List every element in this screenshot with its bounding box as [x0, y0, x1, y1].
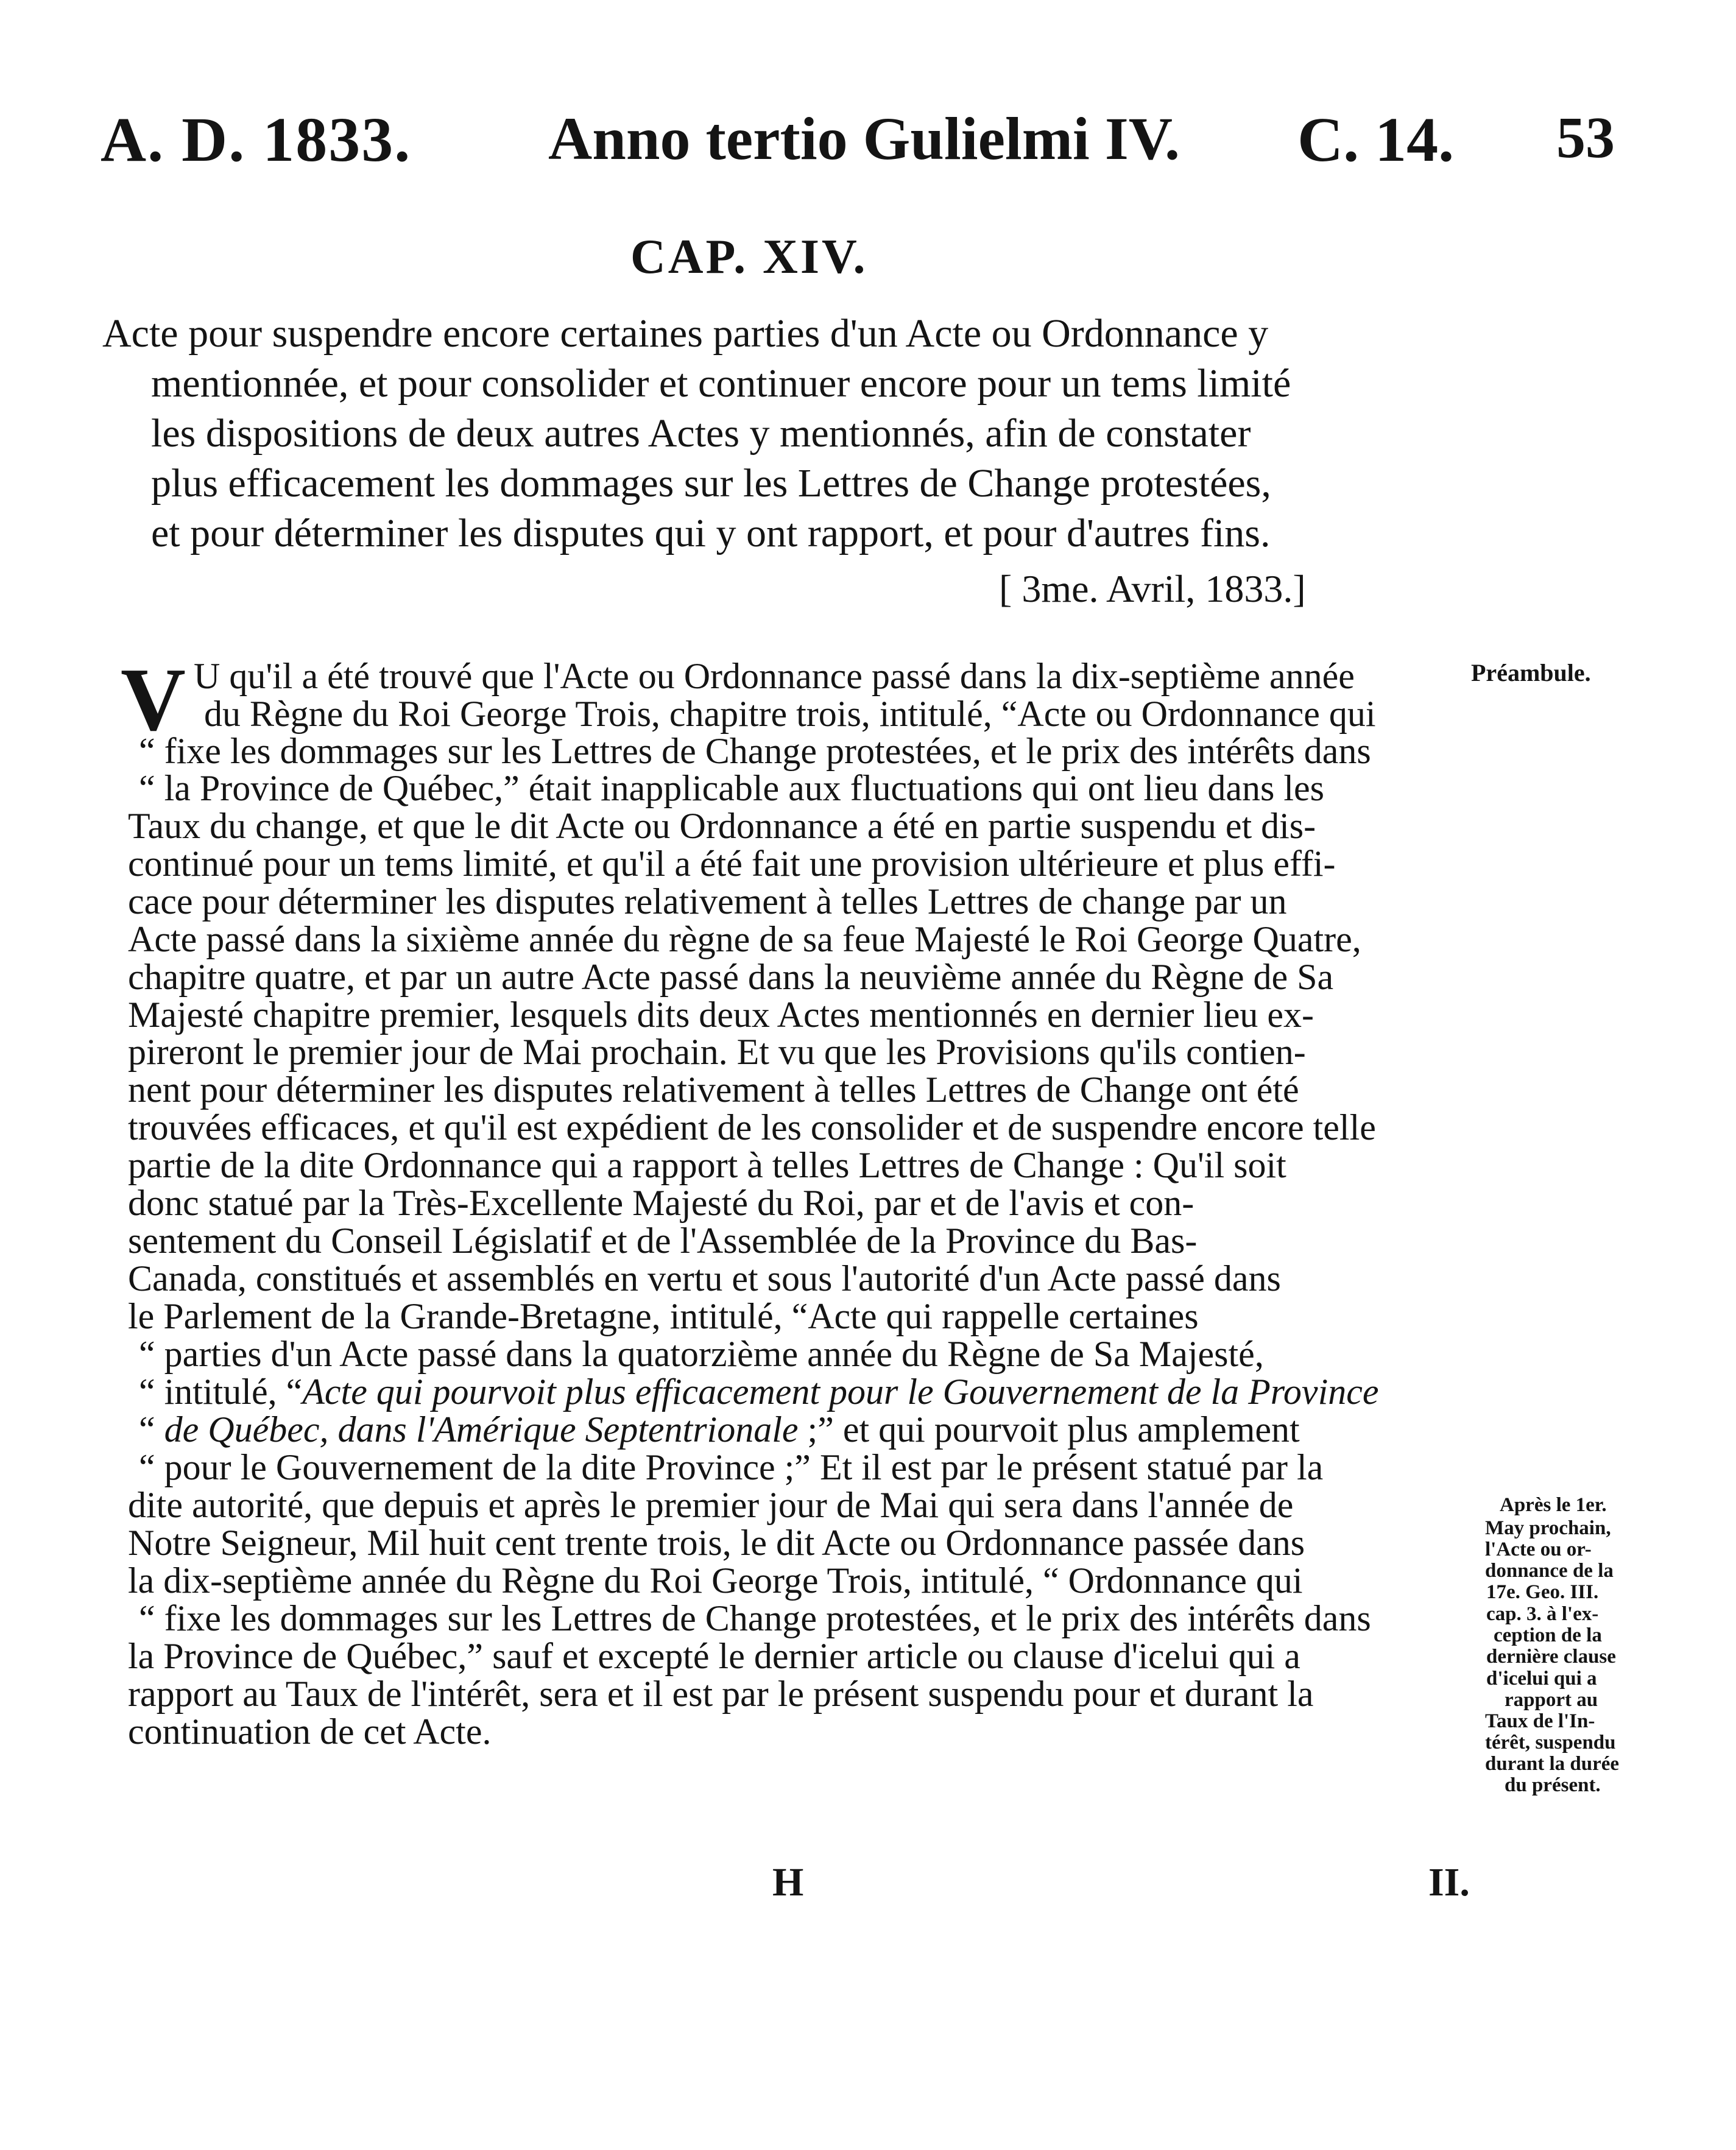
body-line-prefix: “ intitulé, “: [139, 1372, 303, 1412]
body-line: cace pour déterminer les disputes relativement à telles Lettres de change par un: [128, 881, 1287, 922]
body-line-italic: [139, 1373, 1379, 1410]
body-line-suffix: ;” et qui pourvoit plus amplement: [798, 1409, 1300, 1450]
body-line: pireront le premier jour de Mai prochain. Et vu que les Provisions qu'ils contien-: [128, 1032, 1306, 1072]
body-line: rapport au Taux de l'intérêt, sera et il est par le présent suspendu pour et durant la: [128, 1674, 1314, 1714]
body-line: donc statué par la Très-Excellente Majesté du Roi, par et de l'avis et con-: [128, 1183, 1194, 1223]
drop-cap: V: [121, 650, 186, 750]
body-line: la Province de Québec,” sauf et excepté le dernier article ou clause d'icelui qui a: [128, 1636, 1300, 1676]
side-note-line: cap. 3. à l'ex-: [1486, 1603, 1599, 1625]
body-line-italic: [139, 1411, 1300, 1448]
body-line: la dix-septième année du Règne du Roi George Trois, intitulé, “ Ordonnance qui: [128, 1560, 1303, 1601]
italic-act-title: de Québec, dans l'Amérique Septentrionale: [164, 1409, 799, 1450]
side-note-line: donnance de la: [1485, 1560, 1614, 1582]
body-line: nent pour déterminer les disputes relativement à telles Lettres de Change ont été: [128, 1070, 1299, 1110]
side-note-preamble: Préambule.: [1471, 659, 1591, 686]
body-line: dite autorité, que depuis et après le premier jour de Mai qui sera dans l'année de: [128, 1485, 1294, 1525]
side-note-line: dernière clause: [1486, 1646, 1616, 1668]
side-note-line: l'Acte ou or-: [1485, 1538, 1592, 1560]
body-line: continuation de cet Acte.: [128, 1711, 492, 1752]
title-line: Acte pour suspendre encore certaines parties d'un Acte ou Ordonnance y: [102, 311, 1269, 356]
body-line: Majesté chapitre premier, lesquels dits deux Actes mentionnés en dernier lieu ex-: [128, 995, 1314, 1035]
italic-act-title: Acte qui pourvoit plus efficacement pour le Gouvernement de la Province: [302, 1372, 1379, 1412]
body-line: Canada, constitués et assemblés en vertu et sous l'autorité d'un Acte passé dans: [128, 1258, 1281, 1299]
body-line: Taux du change, et que le dit Acte ou Ordonnance a été en partie suspendu et dis-: [128, 806, 1316, 846]
side-note-line: térêt, suspendu: [1485, 1732, 1616, 1753]
body-line: trouvées efficaces, et qu'il est expédient de les consolider et de suspendre encore telle: [128, 1107, 1376, 1147]
body-line: continué pour un tems limité, et qu'il a été fait une provision ultérieure et plus effi-: [128, 844, 1336, 884]
side-note-line: d'icelui qui a: [1486, 1668, 1597, 1690]
running-head-reign: Anno tertio Gulielmi IV.: [548, 105, 1180, 172]
body-line: chapitre quatre, et par un autre Acte passé dans la neuvième année du Règne de Sa: [128, 957, 1334, 997]
side-note-line: Taux de l'In-: [1485, 1710, 1595, 1732]
side-note-line: May prochain,: [1485, 1517, 1611, 1539]
body-line: U qu'il a été trouvé que l'Acte ou Ordonnance passé dans la dix-septième année: [194, 656, 1355, 696]
body-line: “ pour le Gouvernement de la dite Province ;” Et il est par le présent statué par la: [139, 1447, 1324, 1487]
body-line: sentement du Conseil Législatif et de l'Assemblée de la Province du Bas-: [128, 1221, 1198, 1261]
body-line: du Règne du Roi George Trois, chapitre trois, intitulé, “Acte ou Ordonnance qui: [204, 694, 1376, 734]
title-line: plus efficacement les dommages sur les Lettres de Change protestées,: [151, 461, 1271, 506]
body-line: Notre Seigneur, Mil huit cent trente trois, le dit Acte ou Ordonnance passée dans: [128, 1523, 1305, 1563]
body-line: partie de la dite Ordonnance qui a rapport à telles Lettres de Change : Qu'il soit: [128, 1145, 1286, 1185]
body-line: “ fixe les dommages sur les Lettres de Change protestées, et le prix des intérêts dans: [139, 1598, 1371, 1638]
side-note-line: durant la durée: [1485, 1753, 1620, 1775]
side-note-line: rapport au: [1505, 1689, 1598, 1711]
body-line: Acte passé dans la sixième année du règne de sa feue Majesté le Roi George Quatre,: [128, 919, 1361, 959]
side-note-line: 17e. Geo. III.: [1486, 1581, 1599, 1603]
side-note-line: du présent.: [1505, 1774, 1601, 1796]
title-line: les dispositions de deux autres Actes y mentionnés, afin de constater: [151, 411, 1251, 456]
running-head-chapter: C. 14.: [1297, 105, 1455, 175]
title-line: et pour déterminer les disputes qui y ont rapport, et pour d'autres fins.: [151, 511, 1271, 555]
side-note-line: Après le 1er.: [1500, 1494, 1607, 1516]
page-number: 53: [1556, 105, 1615, 170]
body-line: le Parlement de la Grande-Bretagne, intitulé, “Acte qui rappelle certaines: [128, 1296, 1199, 1336]
body-line-prefix: “: [139, 1409, 164, 1450]
title-line: mentionnée, et pour consolider et continuer encore pour un tems limité: [151, 361, 1291, 406]
signature-mark-right: II.: [1428, 1860, 1470, 1905]
body-line: “ la Province de Québec,” était inapplicable aux fluctuations qui ont lieu dans les: [139, 768, 1325, 808]
chapter-heading: CAP. XIV.: [630, 230, 868, 284]
body-line: “ parties d'un Acte passé dans la quatorzième année du Règne de Sa Majesté,: [139, 1334, 1264, 1374]
side-note-line: ception de la: [1494, 1624, 1602, 1646]
signature-mark-left: H: [772, 1860, 804, 1905]
running-head-year: A. D. 1833.: [101, 105, 412, 175]
body-line: “ fixe les dommages sur les Lettres de Change protestées, et le prix des intérêts dans: [139, 731, 1371, 771]
enactment-date: [ 3me. Avril, 1833.]: [999, 567, 1306, 610]
